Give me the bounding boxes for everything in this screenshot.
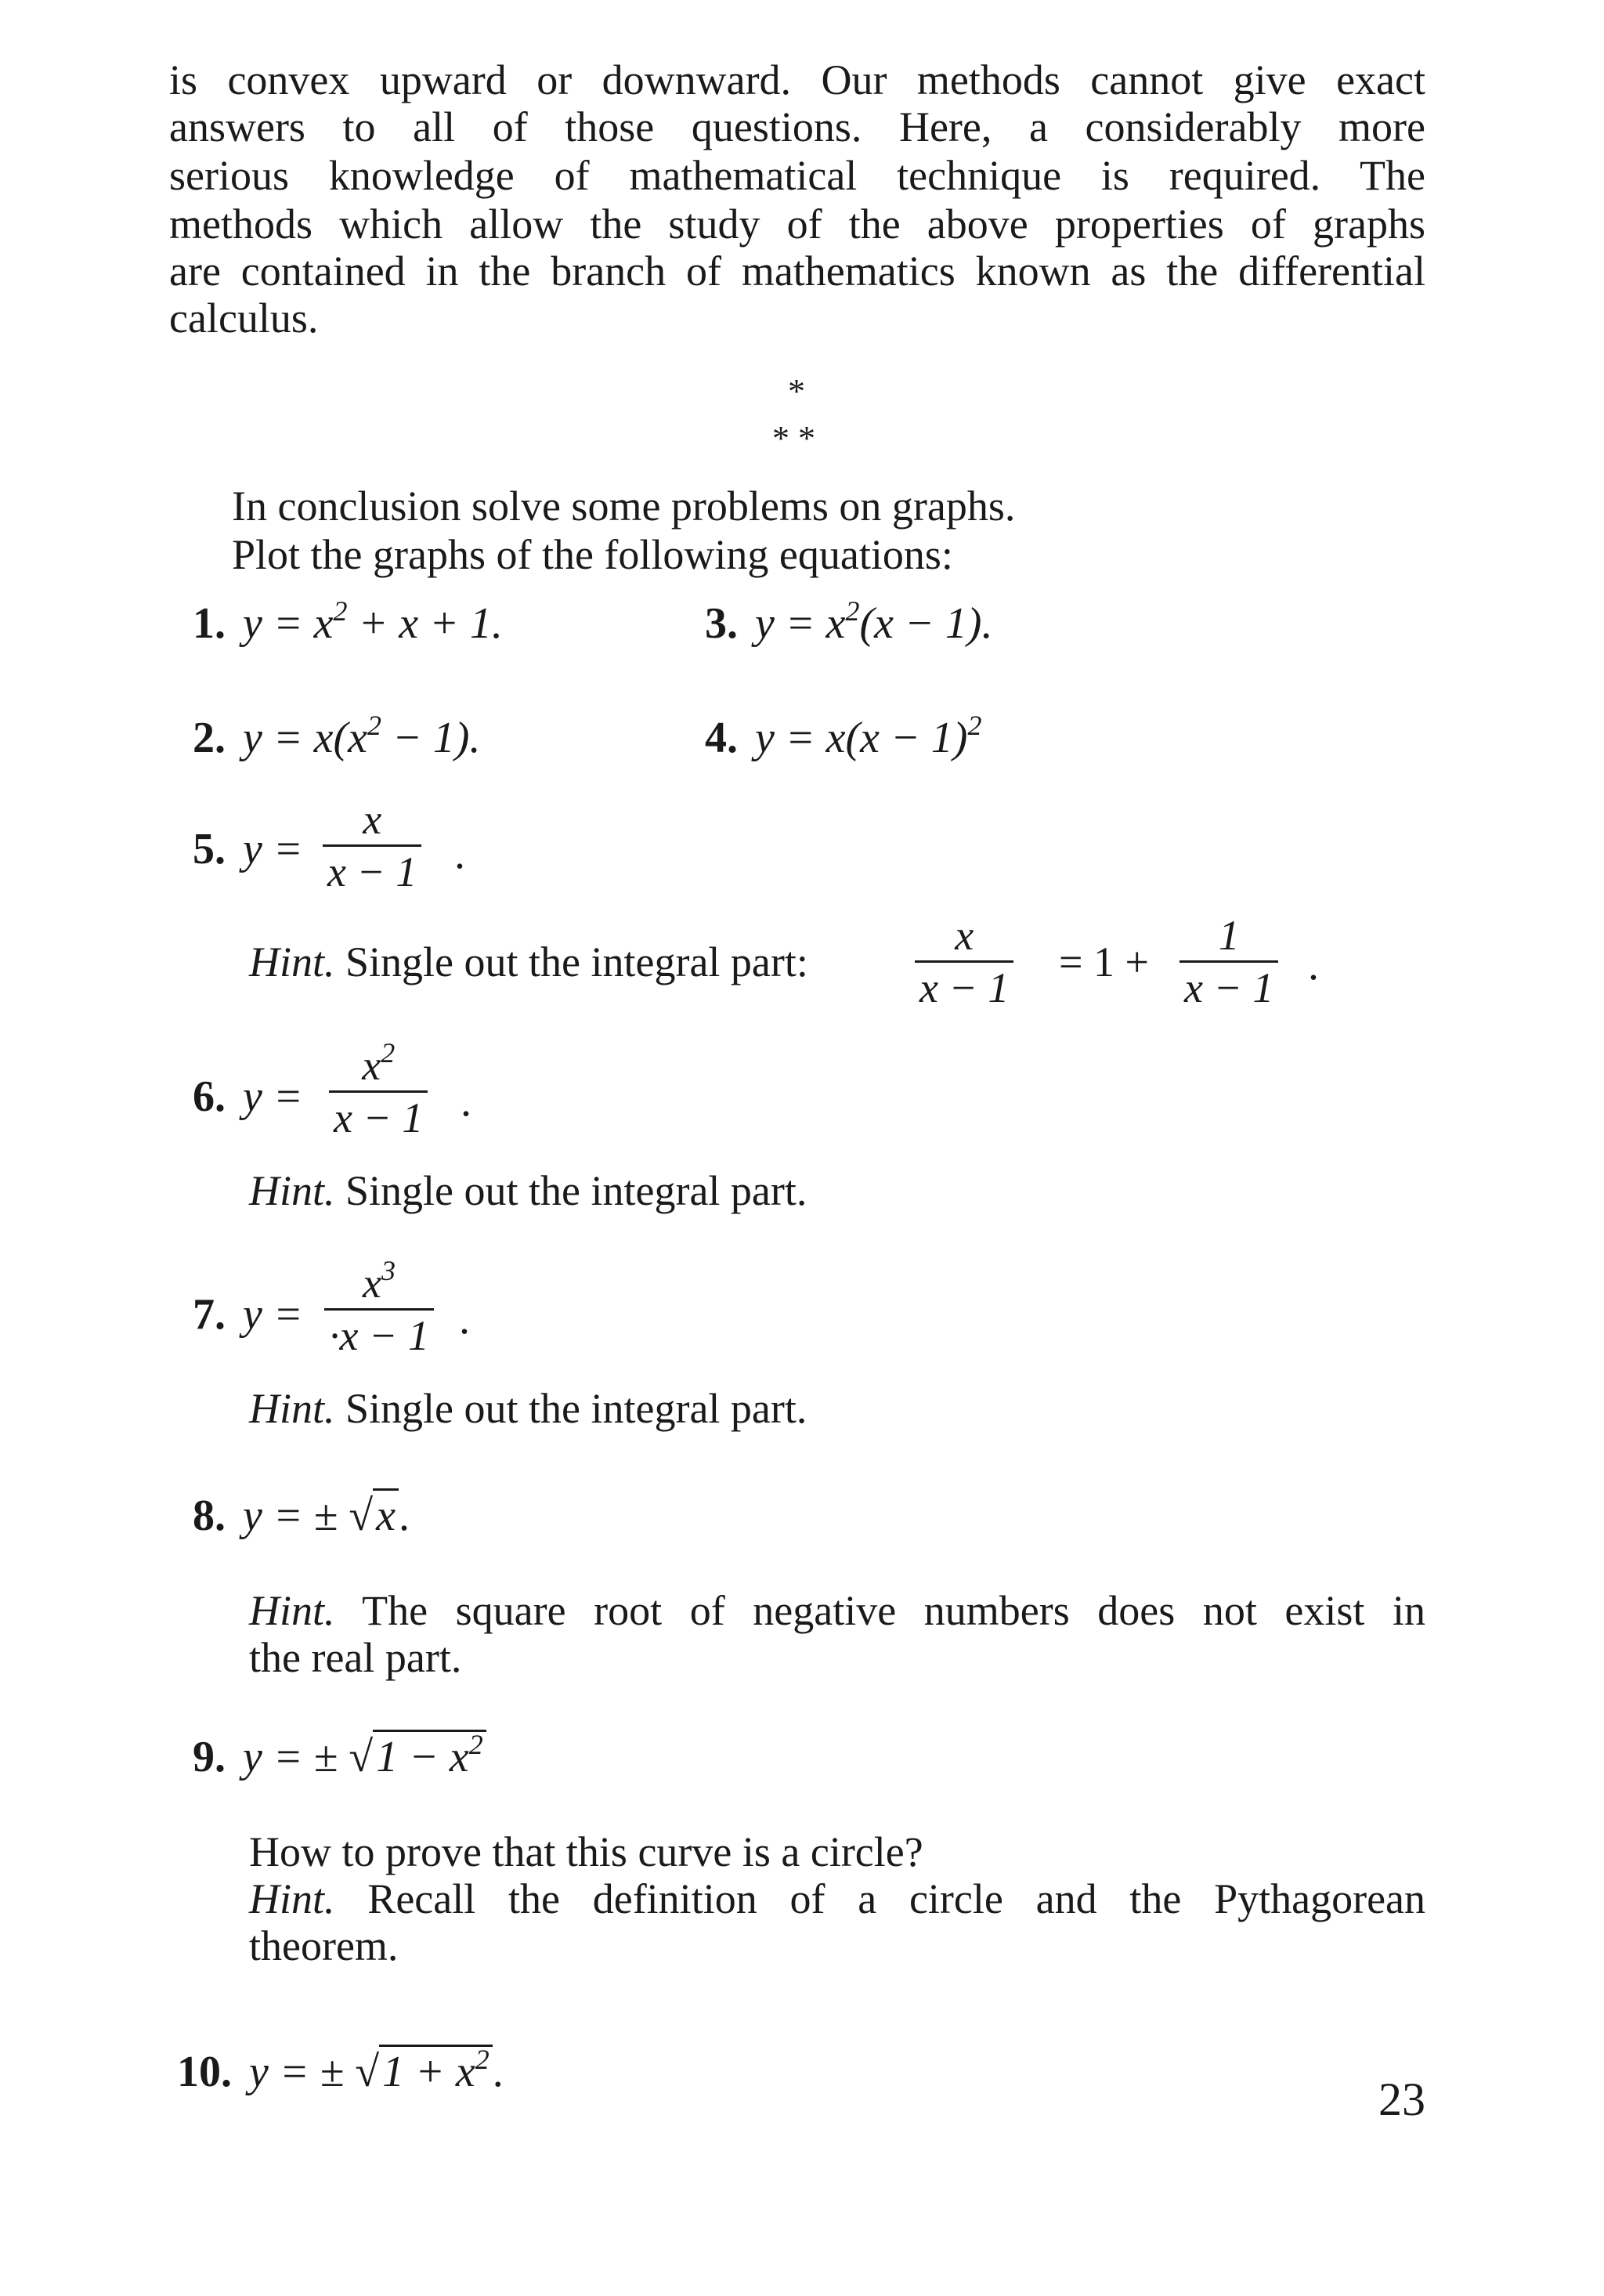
problem-7 <box>193 1289 303 1340</box>
radicand <box>379 2045 493 2097</box>
problem-9-hint-line-2: theorem. <box>249 1922 399 1969</box>
problem-3 <box>705 595 993 649</box>
radicand: x <box>373 1488 399 1541</box>
hint-text: Single out the integral part: <box>345 938 808 985</box>
equation: y = x <box>755 599 846 648</box>
equation-lhs: y = <box>243 1290 303 1339</box>
equation: y = x <box>243 599 334 648</box>
hint-label: Hint. <box>249 1385 335 1432</box>
problem-9-question: How to prove that this curve is a circle? <box>249 1828 923 1875</box>
separator-star-bottom: * * <box>772 419 815 457</box>
fraction-bar <box>323 844 421 847</box>
square-root <box>349 1488 399 1541</box>
equation-lhs: y = ± <box>249 2048 345 2096</box>
problem-7-dot: . <box>459 1295 470 1343</box>
problem-5-dot: . <box>454 830 465 878</box>
page-number: 23 <box>1378 2074 1425 2125</box>
problem-7-hint <box>249 1383 807 1434</box>
exponent: 2 <box>845 595 860 627</box>
problem-2 <box>193 710 481 763</box>
intro-line-4: methods which allow the study of the above properties of graphs <box>169 201 1425 248</box>
hint-label: Hint. <box>249 1167 335 1214</box>
hint-label: Hint. <box>249 938 335 985</box>
intro-line-5: are contained in the branch of mathematics known as the differential <box>169 248 1425 295</box>
square-root <box>349 1730 486 1782</box>
intro-line-6: calculus. <box>169 295 319 342</box>
after: . <box>398 1491 410 1540</box>
problem-8-hint-line-2: the real part. <box>249 1634 462 1681</box>
numerator <box>358 1255 400 1307</box>
denominator: x − 1 <box>919 964 1010 1011</box>
intro-line-2: answers to all of those questions. Here, a considerably more <box>169 103 1425 150</box>
problem-6 <box>193 1072 303 1122</box>
hint-text: Single out the integral part. <box>345 1385 807 1432</box>
problem-number: 2. <box>193 714 226 762</box>
radical-sign-icon: √ <box>349 1733 374 1781</box>
problem-9 <box>193 1730 486 1782</box>
hint-label: Hint. <box>249 1875 335 1922</box>
problem-5-fraction <box>323 796 421 895</box>
numerator: x <box>955 912 974 959</box>
numerator-exponent: 2 <box>381 1037 396 1068</box>
problem-number: 3. <box>705 599 738 648</box>
problem-number: 8. <box>193 1491 226 1540</box>
conclusion-line-2: Plot the graphs of the following equations: <box>232 531 953 578</box>
radical-sign-icon: √ <box>349 1491 374 1540</box>
fraction-bar <box>915 960 1013 963</box>
equation-rest: + x + 1. <box>347 599 503 648</box>
equation-rest: (x − 1). <box>859 599 993 648</box>
problem-1 <box>193 595 503 649</box>
separator-star-top: * <box>788 372 805 410</box>
numerator-base: x <box>362 1260 381 1307</box>
problem-5-hint <box>249 937 808 987</box>
radicand-exponent: 2 <box>468 1729 483 1760</box>
equation-lhs: y = <box>243 825 303 873</box>
numerator <box>357 1037 399 1089</box>
equation-rest: − 1). <box>381 714 481 762</box>
problem-6-fraction <box>329 1037 428 1141</box>
problem-5 <box>193 824 303 874</box>
equation: y = x(x <box>243 714 368 762</box>
exponent: 2 <box>333 595 348 627</box>
denominator: x − 1 <box>1184 964 1274 1011</box>
problem-6-dot: . <box>461 1077 471 1126</box>
intro-line-1: is convex upward or downward. Our methods cannot give exact <box>169 56 1425 103</box>
problem-8-hint-line-1 <box>249 1587 1425 1634</box>
radical-sign-icon: √ <box>355 2048 380 2096</box>
problem-4 <box>705 710 982 763</box>
equation-lhs: y = ± <box>243 1733 338 1781</box>
problem-8 <box>193 1488 410 1541</box>
fraction-bar <box>1180 960 1278 963</box>
radicand-base: 1 + x <box>382 2048 475 2096</box>
square-root <box>355 2045 492 2097</box>
hint-text: Recall the definition of a circle and the Pythagorean <box>367 1875 1426 1922</box>
numerator: 1 <box>1218 912 1240 959</box>
hint-label: Hint. <box>249 1587 335 1634</box>
problem-number: 7. <box>193 1290 226 1339</box>
equation: y = x(x − 1) <box>755 714 968 762</box>
problem-number: 1. <box>193 599 226 648</box>
problem-number: 6. <box>193 1072 226 1121</box>
hint-dot: . <box>1308 941 1319 989</box>
fraction-bar <box>329 1090 428 1093</box>
denominator: ·x − 1 <box>329 1312 429 1359</box>
numerator: x <box>363 796 382 843</box>
problem-number: 4. <box>705 714 738 762</box>
hint-equals: = 1 + <box>1059 938 1149 985</box>
exponent: 2 <box>967 710 982 741</box>
denominator: x − 1 <box>327 848 417 895</box>
hint-text: The square root of negative numbers does not exist in <box>362 1587 1425 1634</box>
hint-text: Single out the integral part. <box>345 1167 807 1214</box>
problem-number: 10. <box>177 2048 232 2096</box>
numerator-exponent: 3 <box>381 1255 396 1286</box>
hint-fraction-2 <box>1180 912 1278 1011</box>
equation-lhs: y = <box>243 1072 303 1121</box>
equation-lhs: y = ± <box>243 1491 338 1540</box>
exponent: 2 <box>367 710 382 741</box>
hint-fraction-1 <box>915 912 1013 1011</box>
problem-number: 9. <box>193 1733 226 1781</box>
intro-line-3: serious knowledge of mathematical technique is required. The <box>169 152 1425 199</box>
problem-9-hint-line-1 <box>249 1875 1425 1922</box>
problem-10 <box>177 2045 504 2097</box>
radicand-exponent: 2 <box>475 2044 490 2075</box>
numerator-base: x <box>362 1042 381 1089</box>
problem-number: 5. <box>193 825 226 873</box>
conclusion-line-1: In conclusion solve some problems on graphs. <box>232 483 1016 530</box>
problem-6-hint <box>249 1166 807 1216</box>
fraction-bar <box>324 1308 434 1311</box>
after: . <box>492 2048 504 2096</box>
radicand <box>373 1730 486 1782</box>
denominator: x − 1 <box>334 1094 424 1141</box>
radicand-base: 1 − x <box>376 1733 469 1781</box>
problem-7-fraction <box>324 1255 434 1359</box>
